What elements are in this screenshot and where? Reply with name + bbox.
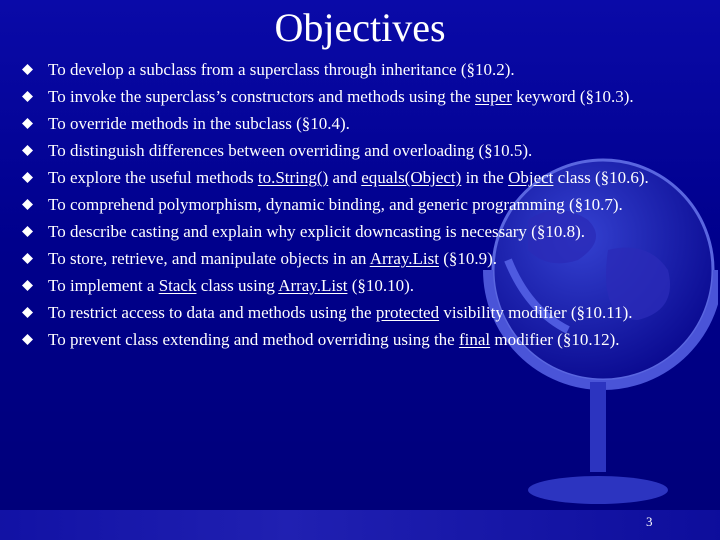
objective-item [22,58,702,81]
objective-text: visibility modifier (§10.11). [439,303,633,322]
diamond-bullet-icon [22,91,33,102]
objective-text: To distinguish differences between overriding and overloading (§10.5). [48,141,533,160]
diamond-bullet-icon [22,199,33,210]
objective-text: modifier (§10.12). [490,330,620,349]
objective-item [22,247,702,270]
objective-text: To describe casting and explain why explicit downcasting is necessary (§10.8). [48,222,585,241]
objective-item [22,166,702,189]
objective-text: (§10.10). [347,276,415,295]
objective-text: (§10.9). [438,249,498,268]
objective-item [22,220,702,243]
objective-text: To store, retrieve, and manipulate objects in an [48,249,370,268]
objective-text: keyword (§10.3). [511,87,634,106]
code-term: Array.List [369,249,439,268]
code-term: Object [508,168,554,187]
code-term: Stack [158,276,197,295]
objective-item [22,112,702,135]
objective-text: in the [461,168,509,187]
diamond-bullet-icon [22,172,33,183]
diamond-bullet-icon [22,226,33,237]
slide-title: Objectives [274,5,446,50]
objective-text: To override methods in the subclass (§10.4). [48,114,350,133]
footer-bar [0,510,720,540]
objective-text: To invoke the superclass’s constructors and methods using the [48,87,476,106]
objective-text: To explore the useful methods [48,168,258,187]
objective-item [22,85,702,108]
diamond-bullet-icon [22,334,33,345]
objective-text: and [328,168,362,187]
objective-text: To prevent class extending and method overriding using the [48,330,459,349]
diamond-bullet-icon [22,307,33,318]
objective-text: To develop a subclass from a superclass through inheritance (§10.2). [48,60,515,79]
objective-item [22,328,702,351]
code-term: to.String() [257,168,329,187]
code-term: protected [375,303,440,322]
page-number: 3 [646,514,653,529]
objective-text: To comprehend polymorphism, dynamic binding, and generic programming (§10.7). [48,195,623,214]
objective-item [22,193,702,216]
code-term: final [458,330,491,349]
objective-item [22,301,702,324]
objectives-list [22,58,702,355]
diamond-bullet-icon [22,280,33,291]
diamond-bullet-icon [22,145,33,156]
objective-text: To implement a [48,276,159,295]
objective-text: class using [196,276,279,295]
code-term: equals(Object) [361,168,462,187]
diamond-bullet-icon [22,253,33,264]
objective-text: class (§10.6). [553,168,649,187]
objective-item [22,274,702,297]
objective-item [22,139,702,162]
code-term: Array.List [278,276,348,295]
diamond-bullet-icon [22,118,33,129]
diamond-bullet-icon [22,64,33,75]
code-term: super [475,87,512,106]
objective-text: To restrict access to data and methods using the [48,303,376,322]
